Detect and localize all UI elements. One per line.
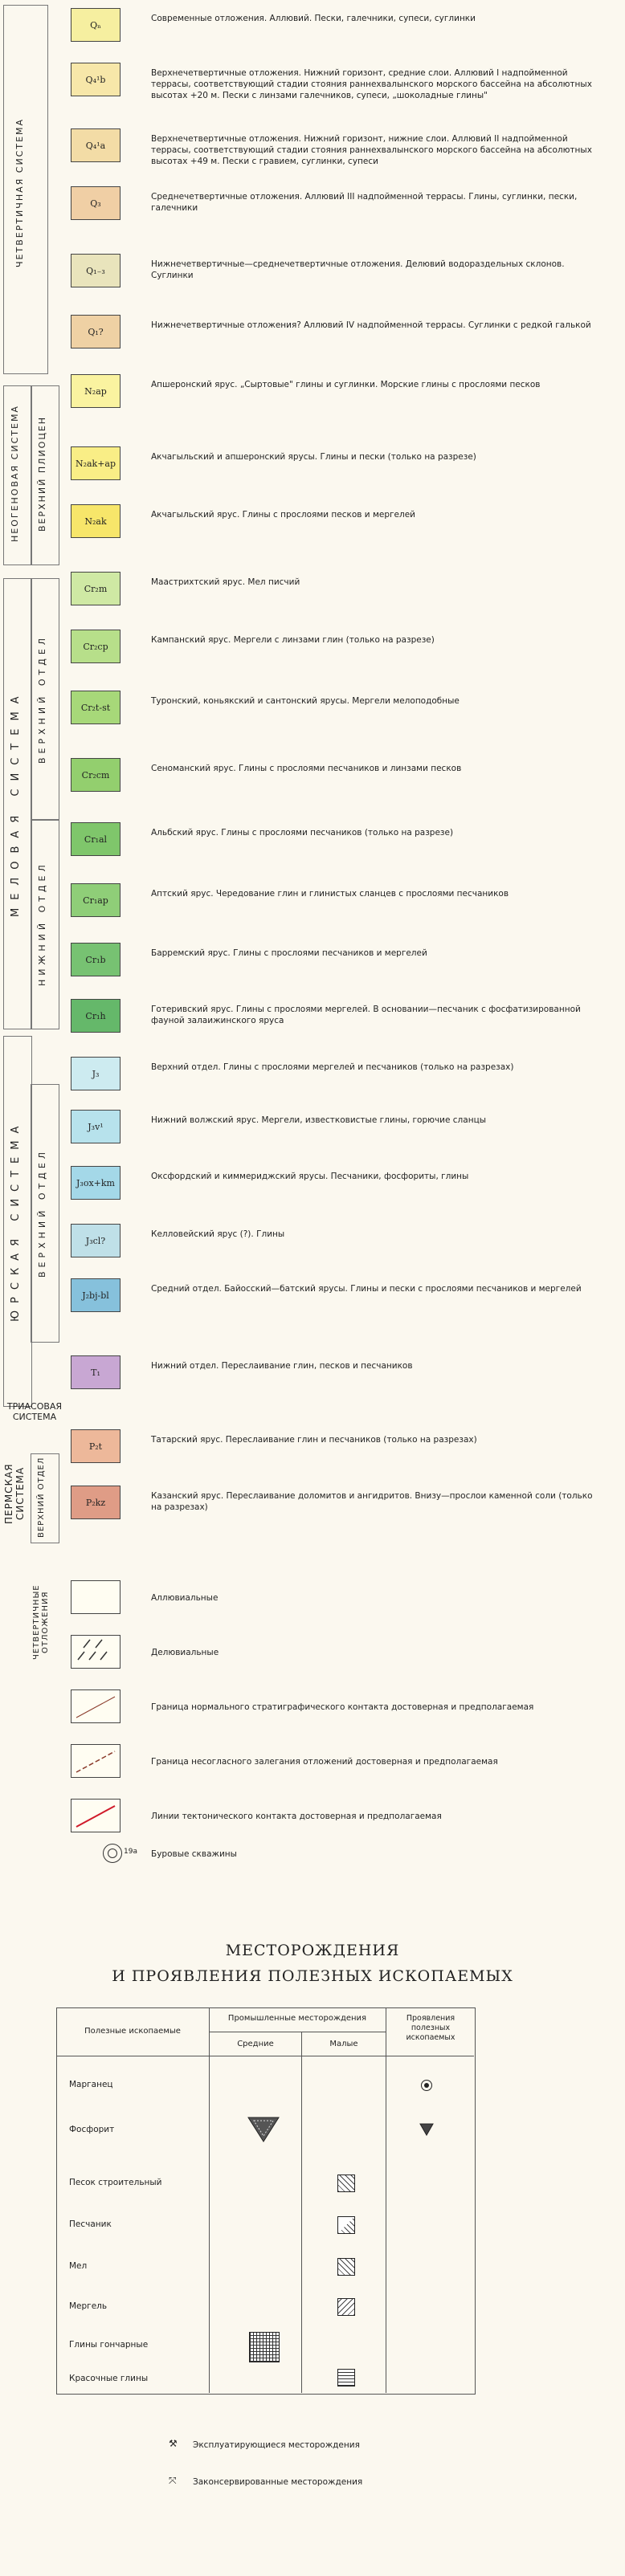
conserved-label: Законсервированные месторождения bbox=[193, 2477, 363, 2487]
unit-swatch bbox=[71, 446, 121, 480]
unit-code: Q₃ bbox=[90, 198, 101, 209]
unit-swatch bbox=[71, 63, 121, 96]
unit-description: Верхний отдел. Глины с прослоями мергелей и песчаников (только на разрезах) bbox=[151, 1062, 514, 1072]
unit-code: Cr₂cp bbox=[83, 641, 108, 652]
borehole-icon bbox=[103, 1844, 122, 1863]
unit-description: Нижнечетвертичные—среднечетвертичные отложения. Делювий водораздельных склонов. Суглинки bbox=[151, 259, 565, 280]
unit-code: Cr₁h bbox=[85, 1010, 106, 1021]
unit-swatch bbox=[71, 1278, 121, 1312]
unit-swatch bbox=[71, 1166, 121, 1200]
exploited-icon: ⚒ bbox=[169, 2438, 178, 2449]
unit-code: T₁ bbox=[91, 1367, 100, 1378]
unit-swatch bbox=[71, 186, 121, 220]
unit-swatch bbox=[71, 1429, 121, 1463]
unit-description: Келловейский ярус (?). Глины bbox=[151, 1229, 285, 1239]
col-medium-header: Средние bbox=[237, 2040, 274, 2048]
unit-code: Q₄¹b bbox=[85, 74, 106, 85]
mineral-row-label: Красочные глины bbox=[69, 2374, 149, 2383]
manganese-occurrence-icon bbox=[421, 2080, 432, 2091]
paint-clay-small-icon bbox=[337, 2369, 355, 2386]
permian-label: ПЕРМСКАЯ СИСТЕМА bbox=[3, 1463, 26, 1524]
cret-upper-label: ВЕРХНИЙ ОТДЕЛ bbox=[37, 634, 47, 764]
unit-swatch bbox=[71, 254, 121, 287]
unit-code: J₂bj-bl bbox=[82, 1290, 109, 1301]
chalk-small-icon bbox=[337, 2258, 355, 2276]
unit-description: Казанский ярус. Переслаивание доломитов и ангидритов. Внизу—прослои каменной соли (только на разрезах) bbox=[151, 1491, 593, 1512]
unit-description: Готеривский ярус. Глины с прослоями мергелей. В основании—песчаник с фосфатизированной фауной залаижинского яруса bbox=[151, 1005, 581, 1025]
unconformity-swatch bbox=[71, 1744, 121, 1778]
unit-description: Средний отдел. Байосский—батский ярусы. Глины и пески с прослоями песчаников и мергелей bbox=[151, 1284, 582, 1294]
unit-swatch bbox=[71, 1224, 121, 1257]
unit-description: Сеноманский ярус. Глины с прослоями песчаников и линзами песков bbox=[151, 764, 462, 773]
pliocene-label: ВЕРХНИЙ ПЛИОЦЕН bbox=[37, 415, 47, 532]
unit-swatch bbox=[71, 504, 121, 538]
jurassic-label: ЮРСКАЯ СИСТЕМА bbox=[10, 1119, 22, 1323]
unit-swatch bbox=[71, 8, 121, 42]
normal-contact-swatch bbox=[71, 1689, 121, 1723]
unit-description: Апшеронский ярус. „Сыртовые" глины и суглинки. Морские глины с прослоями песков bbox=[151, 380, 541, 389]
unit-code: Cr₁ap bbox=[83, 895, 108, 906]
unit-swatch bbox=[71, 315, 121, 348]
perm-upper-label: ВЕРХНИЙ ОТДЕЛ bbox=[37, 1457, 46, 1539]
unit-code: Q₁₋₃ bbox=[86, 265, 105, 276]
tectonic-contact-desc: Линии тектонического контакта достоверная и предполагаемая bbox=[151, 1812, 442, 1821]
unit-swatch bbox=[71, 758, 121, 792]
unit-swatch bbox=[71, 1486, 121, 1519]
col-name-header: Полезные ископаемые bbox=[84, 2027, 181, 2036]
col-occurrences-header: Проявления полезных ископаемых bbox=[406, 2014, 455, 2042]
unit-description: Акчагыльский ярус. Глины с прослоями песков и мергелей bbox=[151, 510, 415, 520]
tectonic-contact-line-icon bbox=[71, 1800, 120, 1832]
table-col-line-1 bbox=[209, 2007, 210, 2393]
unit-description: Верхнечетвертичные отложения. Нижний горизонт, средние слои. Аллювий I надпойменной террасы, соответствующий стадии стояния раннехвалынского морского бассейна на абсолютных высотах +20 м. Пески с линзами галечников, супеси, „шоколадные глины" bbox=[151, 68, 592, 100]
sand-small-icon bbox=[337, 2175, 355, 2192]
unit-code: Cr₂m bbox=[84, 583, 108, 594]
jur-upper-label: ВЕРХНИЙ ОТДЕЛ bbox=[37, 1147, 47, 1278]
conserved-icon: ⤧ bbox=[169, 2475, 177, 2486]
unit-swatch bbox=[71, 128, 121, 162]
col-small-header: Малые bbox=[329, 2040, 358, 2048]
unit-code: Cr₁al bbox=[84, 834, 108, 845]
cret-lower-label: НИЖНИЙ ОТДЕЛ bbox=[37, 861, 47, 986]
unit-description: Акчагыльский и апшеронский ярусы. Глины и пески (только на разрезе) bbox=[151, 452, 476, 462]
q-deposits-label: ЧЕТВЕРТИЧНЫЕ ОТЛОЖЕНИЯ bbox=[32, 1584, 50, 1660]
unit-description: Туронский, коньякский и сантонский ярусы. Мергели мелоподобные bbox=[151, 696, 460, 706]
sandstone-small-icon bbox=[337, 2216, 355, 2234]
unit-code: J₃v¹ bbox=[88, 1121, 104, 1132]
marl-small-icon bbox=[337, 2298, 355, 2316]
unit-swatch bbox=[71, 1057, 121, 1090]
tectonic-contact-swatch bbox=[71, 1799, 121, 1832]
unit-code: Cr₂cm bbox=[81, 769, 110, 781]
unit-description: Нижнечетвертичные отложения? Аллювий IV надпойменной террасы. Суглинки с редкой галькой bbox=[151, 320, 591, 330]
unit-code: Q₁? bbox=[88, 326, 104, 337]
unit-code: Cr₂t-st bbox=[80, 702, 111, 713]
table-col-line-3 bbox=[301, 2032, 302, 2393]
unit-description: Современные отложения. Аллювий. Пески, галечники, супеси, суглинки bbox=[151, 14, 476, 23]
minerals-title-2: И ПРОЯВЛЕНИЯ ПОЛЕЗНЫХ ИСКОПАЕМЫХ bbox=[112, 1967, 513, 1985]
unit-code: N₂ap bbox=[84, 385, 107, 397]
unit-description: Татарский ярус. Переслаивание глин и песчаников (только на разрезах) bbox=[151, 1435, 477, 1445]
unit-description: Альбский ярус. Глины с прослоями песчаников (только на разрезе) bbox=[151, 828, 454, 838]
unit-code: Q₄¹a bbox=[85, 140, 106, 151]
unit-swatch bbox=[71, 999, 121, 1033]
col-industrial-header: Промышленные месторождения bbox=[227, 2014, 367, 2023]
unit-swatch bbox=[71, 374, 121, 408]
unit-code: J₃cl? bbox=[85, 1235, 106, 1246]
pottery-clay-medium-icon bbox=[249, 2332, 280, 2362]
unit-description: Нижний отдел. Переслаивание глин, песков и песчаников bbox=[151, 1361, 413, 1371]
mineral-row-label: Мергель bbox=[69, 2301, 108, 2311]
unit-description: Маастрихтский ярус. Мел писчий bbox=[151, 577, 300, 587]
neogene-label: НЕОГЕНОВАЯ СИСТЕМА bbox=[10, 405, 20, 543]
phosphorite-occurrence-icon bbox=[419, 2123, 434, 2136]
borehole-desc: Буровые скважины bbox=[151, 1849, 237, 1859]
mineral-row-label: Глины гончарные bbox=[69, 2340, 149, 2350]
unit-swatch bbox=[71, 630, 121, 663]
unit-swatch bbox=[71, 1355, 121, 1389]
unit-description: Барремский ярус. Глины с прослоями песчаников и мергелей bbox=[151, 948, 427, 958]
unit-swatch bbox=[71, 883, 121, 917]
unit-description: Аптский ярус. Чередование глин и глинистых сланцев с прослоями песчаников bbox=[151, 889, 509, 899]
minerals-title-1: МЕСТОРОЖДЕНИЯ bbox=[225, 1942, 400, 1959]
unit-description: Верхнечетвертичные отложения. Нижний горизонт, нижние слои. Аллювий II надпойменной террасы, соответствующий стадии стояния раннехвалынского морского бассейна на абсолютных высотах +49 м. Пески с гравием, суглинки, супеси bbox=[151, 134, 592, 166]
alluvial-swatch bbox=[71, 1580, 121, 1614]
triassic-label: ТРИАСОВАЯ СИСТЕМА bbox=[6, 1401, 63, 1422]
mineral-row-label: Мел bbox=[69, 2261, 88, 2271]
cretaceous-label: МЕЛОВАЯ СИСТЕМА bbox=[10, 688, 22, 918]
alluvial-desc: Аллювиальные bbox=[151, 1593, 219, 1603]
unconformity-desc: Граница несогласного залегания отложений достоверная и предполагаемая bbox=[151, 1757, 498, 1767]
quaternary-label: ЧЕТВЕРТИЧНАЯ СИСТЕМА bbox=[14, 117, 25, 268]
unit-code: Qₙ bbox=[90, 19, 101, 31]
unit-swatch bbox=[71, 1110, 121, 1143]
phosphorite-medium-icon bbox=[247, 2117, 280, 2142]
unit-description: Нижний волжский ярус. Мергели, известковистые глины, горючие сланцы bbox=[151, 1115, 487, 1125]
unit-swatch bbox=[71, 822, 121, 856]
unit-description: Среднечетвертичные отложения. Аллювий III надпойменной террасы. Глины, суглинки, пески, галечники bbox=[151, 192, 578, 213]
deluvial-pattern-icon bbox=[71, 1636, 120, 1668]
unit-code: Cr₁b bbox=[85, 954, 106, 965]
exploited-label: Эксплуатирующиеся месторождения bbox=[193, 2440, 360, 2450]
mineral-row-label: Песок строительный bbox=[69, 2178, 162, 2187]
unit-swatch bbox=[71, 572, 121, 605]
unit-code: J₃ox+km bbox=[76, 1177, 115, 1188]
unit-swatch bbox=[71, 943, 121, 976]
deluvial-swatch bbox=[71, 1635, 121, 1669]
borehole-number: 19а bbox=[124, 1848, 137, 1856]
unit-code: N₂ak bbox=[84, 516, 107, 527]
unit-code: P₂kz bbox=[85, 1497, 106, 1508]
unit-code: N₂ak+ap bbox=[75, 458, 116, 469]
deluvial-desc: Делювиальные bbox=[151, 1648, 219, 1657]
unconformity-line-icon bbox=[71, 1745, 120, 1777]
mineral-row-label: Фосфорит bbox=[69, 2125, 115, 2134]
normal-contact-desc: Граница нормального стратиграфического контакта достоверная и предполагаемая bbox=[151, 1702, 534, 1712]
unit-code: J₃ bbox=[92, 1068, 100, 1079]
unit-description: Кампанский ярус. Мергели с линзами глин (только на разрезе) bbox=[151, 635, 435, 645]
mineral-row-label: Марганец bbox=[69, 2080, 113, 2089]
normal-contact-line-icon bbox=[71, 1690, 120, 1722]
unit-description: Оксфордский и киммериджский ярусы. Песчаники, фосфориты, глины bbox=[151, 1172, 469, 1181]
mineral-row-label: Песчаник bbox=[69, 2219, 112, 2229]
unit-code: P₂t bbox=[88, 1441, 103, 1452]
unit-swatch bbox=[71, 691, 121, 724]
